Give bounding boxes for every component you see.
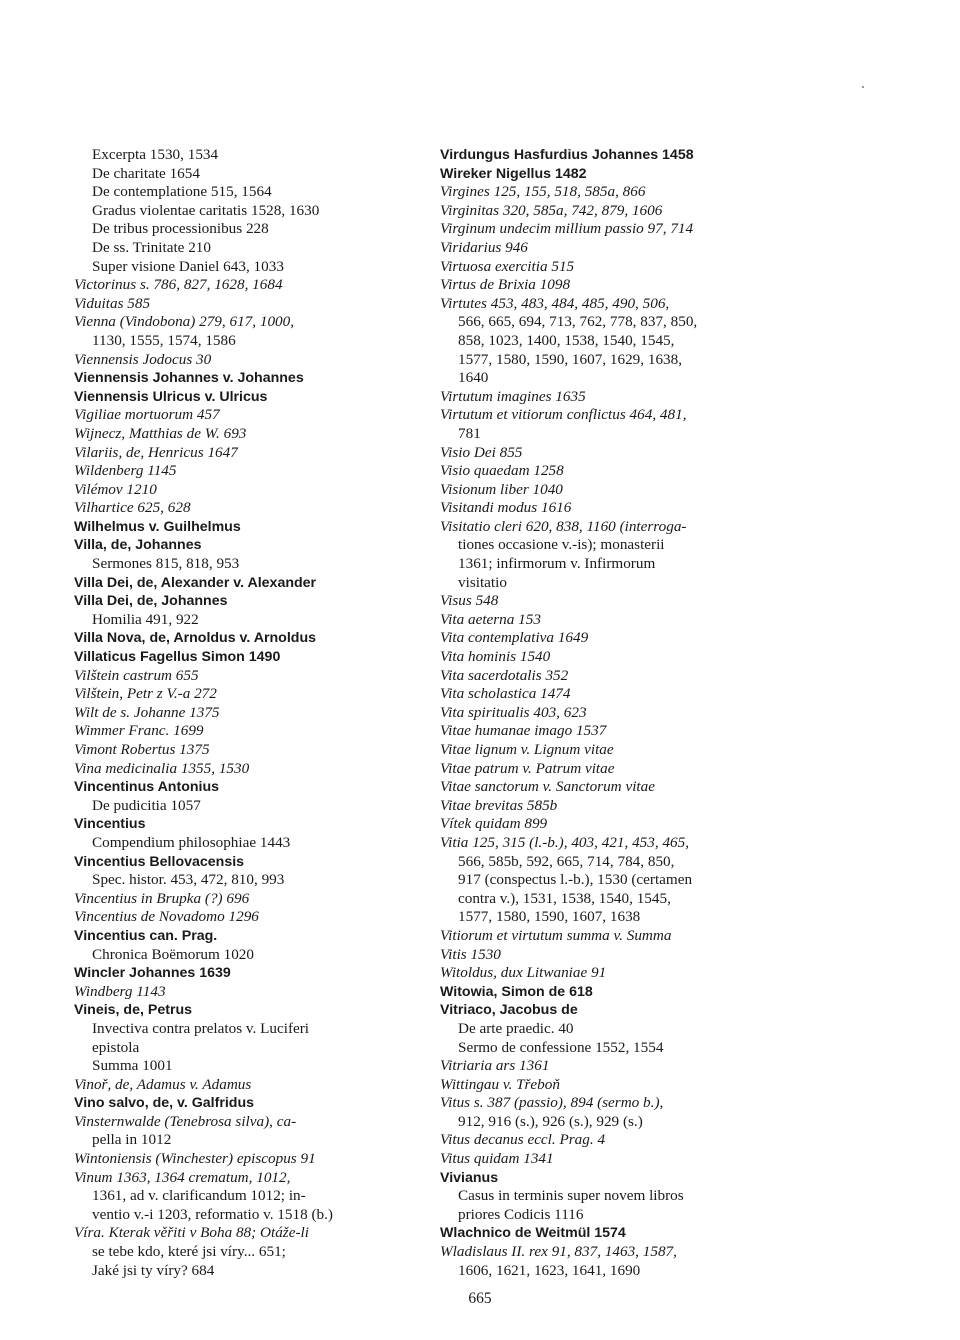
index-entry: Vitae patrum v. Patrum vitae <box>440 759 615 777</box>
index-entry: Villa, de, Johannes <box>74 537 202 554</box>
index-subentry: 1606, 1621, 1623, 1641, 1690 <box>458 1261 641 1279</box>
index-subentry: De pudicitia 1057 <box>92 796 201 814</box>
index-entry: Viennensis Ulricus v. Ulricus <box>74 388 268 405</box>
index-subentry: Spec. histor. 453, 472, 810, 993 <box>92 871 285 889</box>
index-entry: Viennensis Jodocus 30 <box>74 350 212 368</box>
index-entry: Vita contemplativa 1649 <box>440 629 589 647</box>
index-subentry: De tribus processionibus 228 <box>92 220 269 238</box>
index-entry: Virtus de Brixia 1098 <box>440 276 571 294</box>
index-entry: Wincler Johannes 1639 <box>74 965 231 982</box>
index-entry: Viridarius 946 <box>440 238 528 256</box>
index-entry: Visio quaedam 1258 <box>440 462 564 480</box>
index-entry: Vineis, de, Petrus <box>74 1002 193 1019</box>
index-entry: Vita aeterna 153 <box>440 610 541 628</box>
index-subentry: 1577, 1580, 1590, 1607, 1629, 1638, <box>458 350 683 368</box>
index-entry: Vitae sanctorum v. Sanctorum vitae <box>440 778 655 796</box>
index-entry: Windberg 1143 <box>74 982 166 1000</box>
index-entry: Vita hominis 1540 <box>440 648 551 666</box>
index-entry: Vitriaco, Jacobus de <box>440 1002 578 1019</box>
index-subentry: Summa 1001 <box>92 1057 173 1075</box>
index-entry: Virginitas 320, 585a, 742, 879, 1606 <box>440 201 663 219</box>
index-entry: Vincentius <box>74 816 146 833</box>
index-subentry: Sermo de confessione 1552, 1554 <box>458 1038 664 1056</box>
right-index-column <box>440 146 810 1280</box>
index-subentry: ventio v.-i 1203, reformatio v. 1518 (b.) <box>92 1205 333 1223</box>
index-entry: Wilt de s. Johanne 1375 <box>74 703 220 721</box>
index-entry: Viduitas 585 <box>74 294 151 312</box>
index-entry: Wireker Nigellus 1482 <box>440 165 587 182</box>
index-subentry: 1640 <box>458 369 489 387</box>
index-entry: Wittingau v. Třeboň <box>440 1075 560 1093</box>
index-entry: Vitae humanae imago 1537 <box>440 722 607 740</box>
index-subentry: tiones occasione v.-is); monasterii <box>458 536 665 554</box>
index-entry: Victorinus s. 786, 827, 1628, 1684 <box>74 276 283 294</box>
index-entry: Vino salvo, de, v. Galfridus <box>74 1095 255 1112</box>
index-subentry: Casus in terminis super novem libros <box>458 1187 684 1205</box>
index-subentry: priores Codicis 1116 <box>458 1205 584 1223</box>
index-subentry: epistola <box>92 1038 140 1056</box>
index-subentry: Excerpta 1530, 1534 <box>92 146 219 163</box>
index-subentry: Compendium philosophiae 1443 <box>92 833 291 851</box>
index-entry: Villa Dei, de, Alexander v. Alexander <box>74 574 317 591</box>
index-entry: Wilhelmus v. Guilhelmus <box>74 518 241 535</box>
index-entry: Visitatio cleri 620, 838, 1160 (interroga- <box>440 517 687 535</box>
index-subentry: 912, 916 (s.), 926 (s.), 929 (s.) <box>458 1112 643 1130</box>
index-entry: Virginum undecim millium passio 97, 714 <box>440 220 694 238</box>
index-entry: Virtutum imagines 1635 <box>440 387 586 405</box>
index-entry: Witowia, Simon de 618 <box>440 983 593 1000</box>
index-subentry: 1361, ad v. clarificandum 1012; in- <box>92 1187 306 1205</box>
index-entry: Vincentius de Novadomo 1296 <box>74 908 259 926</box>
index-entry: Visio Dei 855 <box>440 443 523 461</box>
index-entry: Wlachnico de Weitmül 1574 <box>440 1225 626 1242</box>
index-subentry: Sermones 815, 818, 953 <box>92 555 240 573</box>
index-subentry: 1130, 1555, 1574, 1586 <box>92 331 236 349</box>
index-entry: Vigiliae mortuorum 457 <box>74 406 220 424</box>
index-entry: Witoldus, dux Litwaniae 91 <box>440 964 607 982</box>
index-entry: Virdungus Hasfurdius Johannes 1458 <box>440 147 694 163</box>
index-subentry: Chronica Boëmorum 1020 <box>92 945 254 963</box>
index-subentry: 858, 1023, 1400, 1538, 1540, 1545, <box>458 331 675 349</box>
index-entry: Viennensis Johannes v. Johannes <box>74 370 304 387</box>
index-entry: Villa Dei, de, Johannes <box>74 593 228 610</box>
index-entry: Vimont Robertus 1375 <box>74 741 210 758</box>
index-entry: Vitus decanus eccl. Prag. 4 <box>440 1131 606 1149</box>
speck-mark <box>862 86 864 88</box>
index-subentry: De charitate 1654 <box>92 164 200 182</box>
index-subentry: Invectiva contra prelatos v. Luciferi <box>92 1019 310 1037</box>
index-entry: Vita spiritualis 403, 623 <box>440 703 587 721</box>
index-entry: Vilariis, de, Henricus 1647 <box>74 443 238 461</box>
index-entry: Vitis 1530 <box>440 945 501 963</box>
index-entry: Vincentius can. Prag. <box>74 927 218 944</box>
index-subentry: 566, 665, 694, 713, 762, 778, 837, 850, <box>458 313 698 331</box>
index-entry: Vitus s. 387 (passio), 894 (sermo b.), <box>440 1094 664 1112</box>
index-entry: Vinsternwalde (Tenebrosa silva), ca- <box>74 1112 297 1130</box>
index-subentry: Jaké jsi ty víry? 684 <box>92 1261 215 1279</box>
index-subentry: 1361; infirmorum v. Infirmorum <box>458 555 656 573</box>
index-entry: Vienna (Vindobona) 279, 617, 1000, <box>74 313 295 331</box>
index-entry: Vita scholastica 1474 <box>440 685 571 703</box>
index-entry: Vincentius in Brupka (?) 696 <box>74 889 250 907</box>
index-entry: Visus 548 <box>440 592 499 610</box>
index-subentry: 917 (conspectus l.-b.), 1530 (certamen <box>458 871 693 889</box>
index-entry: Vilštein, Petr z V.-a 272 <box>74 685 217 703</box>
index-entry: Vina medicinalia 1355, 1530 <box>74 759 250 777</box>
index-entry: Vita sacerdotalis 352 <box>440 666 569 684</box>
index-entry: Virtutum et vitiorum conflictus 464, 481, <box>440 406 687 424</box>
index-subentry: pella in 1012 <box>92 1131 172 1149</box>
index-subentry: Homilia 491, 922 <box>92 610 199 628</box>
index-entry: Virtuosa exercitia 515 <box>440 257 575 275</box>
index-entry: Vítek quidam 899 <box>440 815 548 833</box>
index-entry: Villaticus Fagellus Simon 1490 <box>74 649 281 666</box>
index-entry: Visitandi modus 1616 <box>440 499 572 517</box>
index-entry: Villa Nova, de, Arnoldus v. Arnoldus <box>74 630 317 647</box>
index-entry: Vitriaria ars 1361 <box>440 1057 550 1075</box>
index-entry: Vitus quidam 1341 <box>440 1150 554 1168</box>
index-entry: Vinum 1363, 1364 crematum, 1012, <box>74 1168 291 1186</box>
index-subentry: se tebe kdo, které jsi víry... 651; <box>92 1243 286 1261</box>
index-entry: Wintoniensis (Winchester) episcopus 91 <box>74 1150 316 1168</box>
index-subentry: Gradus violentae caritatis 1528, 1630 <box>92 201 320 219</box>
index-subentry: De contemplatione 515, 1564 <box>92 183 272 201</box>
index-entry: Vilštein castrum 655 <box>74 666 199 684</box>
index-subentry: De arte praedic. 40 <box>458 1019 574 1037</box>
index-subentry: contra v.), 1531, 1538, 1540, 1545, <box>458 889 671 907</box>
index-entry: Wimmer Franc. 1699 <box>74 722 204 740</box>
index-subentry: visitatio <box>458 573 507 591</box>
index-entry: Vilémov 1210 <box>74 480 157 498</box>
index-entry: Virtutes 453, 483, 484, 485, 490, 506, <box>440 294 670 312</box>
page-number: 665 <box>468 1290 492 1307</box>
index-entry: Wladislaus II. rex 91, 837, 1463, 1587, <box>440 1243 677 1261</box>
index-subentry: De ss. Trinitate 210 <box>92 238 211 256</box>
index-subentry: 781 <box>458 424 481 442</box>
index-entry: Víra. Kterak věřiti v Boha 88; Otáže-li <box>74 1224 309 1242</box>
index-entry: Vivianus <box>440 1169 499 1186</box>
index-entry: Virgines 125, 155, 518, 585a, 866 <box>440 183 646 201</box>
index-subentry: 1577, 1580, 1590, 1607, 1638 <box>458 908 641 926</box>
index-entry: Wijnecz, Matthias de W. 693 <box>74 424 247 442</box>
index-entry: Vilhartice 625, 628 <box>74 499 191 517</box>
index-entry: Vitae brevitas 585b <box>440 796 558 814</box>
index-entry: Vinoř, de, Adamus v. Adamus <box>74 1075 252 1093</box>
index-entry: Vincentius Bellovacensis <box>74 853 245 870</box>
index-subentry: Super visione Daniel 643, 1033 <box>92 257 284 275</box>
index-entry: Wildenberg 1145 <box>74 462 177 480</box>
index-entry: Vitia 125, 315 (l.-b.), 403, 421, 453, 465, <box>440 833 690 851</box>
index-subentry: 566, 585b, 592, 665, 714, 784, 850, <box>458 852 675 870</box>
index-entry: Visionum liber 1040 <box>440 480 563 498</box>
index-entry: Vitiorum et virtutum summa v. Summa <box>440 926 672 944</box>
index-entry: Vitae lignum v. Lignum vitae <box>440 741 614 758</box>
left-index-column <box>74 146 434 1280</box>
index-entry: Vincentinus Antonius <box>74 779 220 796</box>
